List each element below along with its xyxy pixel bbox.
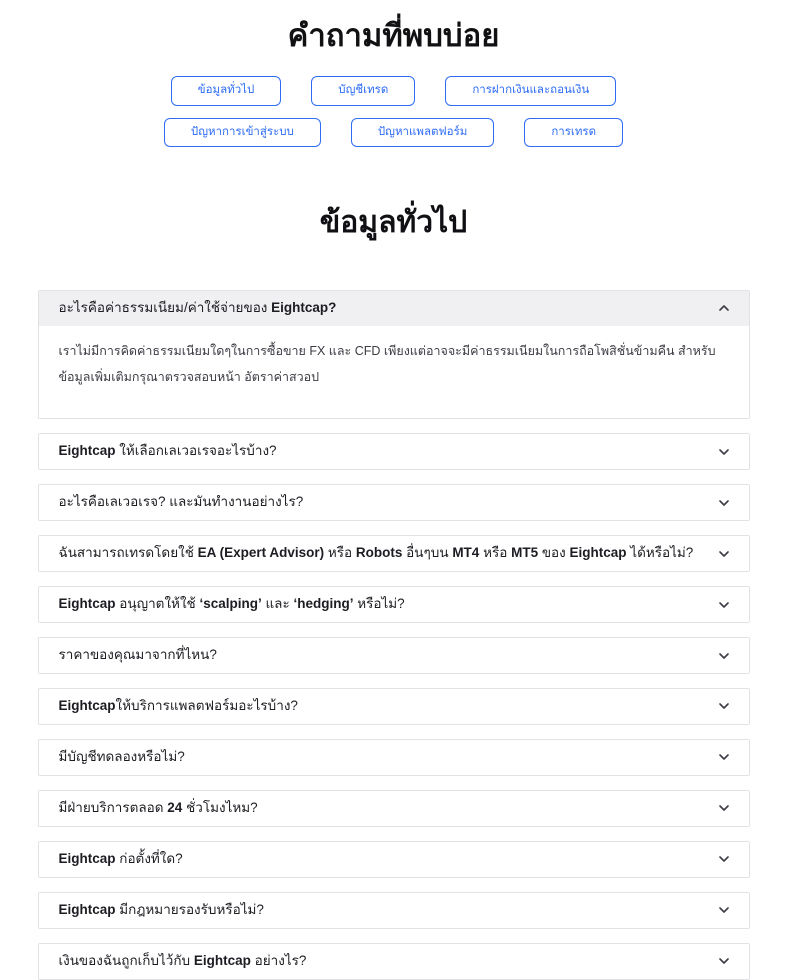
faq-item [38, 739, 750, 776]
faq-question-text: มีบัญชีทดลองหรือไม่? [58, 748, 185, 764]
faq-question-toggle[interactable] [39, 536, 749, 571]
chevron-down-icon [719, 958, 729, 964]
faq-question-text: Eightcap ให้เลือกเลเวอเรจอะไรบ้าง? [58, 443, 277, 459]
faq-list [38, 290, 750, 980]
chevron-down-icon [719, 703, 729, 709]
faq-answer: เราไม่มีการคิดค่าธรรมเนียมใดๆในการซื้อขาย FX และ CFD เพียงแต่อาจจะมีค่าธรรมเนียมในการถือโพสิชั่นข้ามคืน สำหรับข้อมูลเพิ่มเติมกรุณาตรวจสอบหน้า อัตราค่าสวอป [39, 326, 749, 419]
faq-question-toggle[interactable] [39, 842, 749, 877]
faq-question-toggle[interactable] [39, 689, 749, 724]
chevron-down-icon [719, 805, 729, 811]
faq-question-toggle[interactable] [39, 740, 749, 775]
faq-question-toggle[interactable] [39, 485, 749, 520]
chevron-down-icon [719, 907, 729, 913]
category-button-6[interactable]: การเทรด [524, 118, 623, 148]
faq-item [38, 790, 750, 827]
category-button-5[interactable]: ปัญหาแพลตฟอร์ม [351, 118, 494, 148]
chevron-down-icon [719, 500, 729, 506]
faq-question-text: Eightcap มีกฎหมายรองรับหรือไม่? [58, 901, 264, 917]
faq-item [38, 535, 750, 572]
faq-item [38, 892, 750, 929]
faq-question-text: ราคาของคุณมาจากที่ไหน? [58, 647, 217, 663]
faq-item [38, 586, 750, 623]
faq-item [38, 637, 750, 674]
faq-question-toggle[interactable] [39, 291, 749, 326]
faq-question-text: อะไรคือเลเวอเรจ? และมันทำงานอย่างไร? [58, 494, 304, 510]
section-heading: ข้อมูลทั่วไป [319, 206, 468, 239]
faq-item [38, 943, 750, 980]
faq-item [38, 484, 750, 521]
chevron-down-icon [719, 602, 729, 608]
faq-question-toggle[interactable] [39, 893, 749, 928]
faq-question-text: Eightcap อนุญาตให้ใช้ ‘scalping’ และ ‘hedging’ หรือไม่? [58, 596, 405, 612]
chevron-down-icon [719, 449, 729, 455]
faq-question-text: มีฝ่ายบริการตลอด 24 ชั่วโมงไหม? [58, 799, 258, 815]
page-title: คำถามที่พบบ่อย [287, 18, 500, 53]
faq-item [38, 290, 750, 419]
category-button-3[interactable]: การฝากเงินและถอนเงิน [445, 76, 616, 106]
chevron-down-icon [719, 551, 729, 557]
faq-question-text: อะไรคือค่าธรรมเนียม/ค่าใช้จ่ายของ Eightcap? [58, 300, 337, 315]
faq-question-toggle[interactable] [39, 944, 749, 979]
category-filter-list [109, 76, 679, 147]
category-button-2[interactable]: บัญชีเทรด [311, 76, 415, 106]
faq-question-text: Eightcapให้บริการแพลตฟอร์มอะไรบ้าง? [58, 698, 298, 714]
faq-item [38, 688, 750, 725]
faq-item [38, 841, 750, 878]
chevron-down-icon [719, 653, 729, 659]
chevron-up-icon [719, 305, 729, 311]
faq-question-text: ฉันสามารถเทรดโดยใช้ EA (Expert Advisor) หรือ Robots อื่นๆบน MT4 หรือ MT5 ของ Eightcap ได้หรือไม่? [58, 545, 694, 561]
faq-question-toggle[interactable] [39, 587, 749, 622]
faq-question-toggle[interactable] [39, 791, 749, 826]
chevron-down-icon [719, 856, 729, 862]
faq-question-toggle[interactable] [39, 434, 749, 469]
faq-question-text: เงินของฉันถูกเก็บไว้กับ Eightcap อย่างไร? [58, 952, 307, 968]
category-button-4[interactable]: ปัญหาการเข้าสู่ระบบ [164, 118, 321, 148]
faq-item [38, 433, 750, 470]
chevron-down-icon [719, 754, 729, 760]
faq-question-text: Eightcap ก่อตั้งที่ใด? [58, 850, 183, 866]
faq-question-toggle[interactable] [39, 638, 749, 673]
category-button-1[interactable]: ข้อมูลทั่วไป [171, 76, 282, 106]
